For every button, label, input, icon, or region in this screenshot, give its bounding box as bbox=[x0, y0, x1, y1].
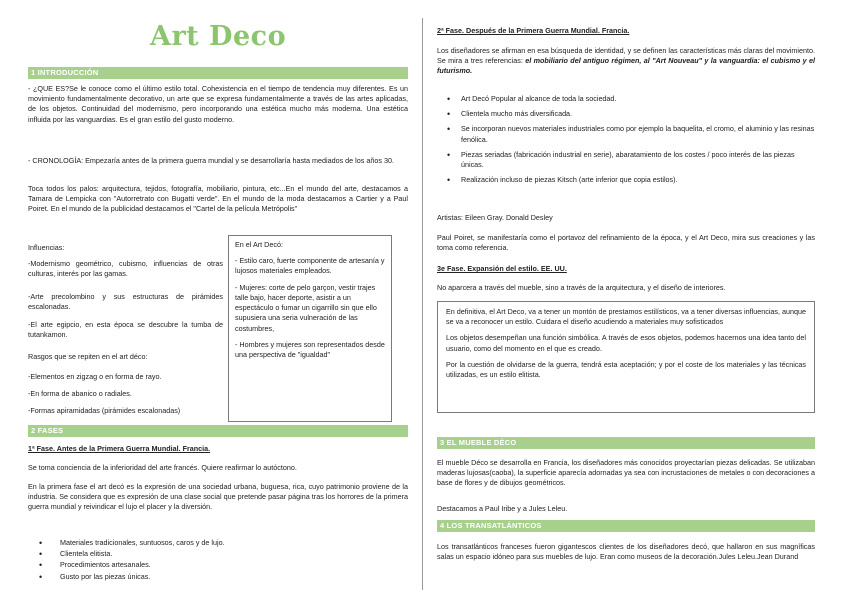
palos-paragraph: Toca todos los palos: arquitectura, tejidos, fotografía, mobiliario, pintura, etc...En el mundo del arte, destacamos a Tamara de Lempicka con "Autorretrato con Bugatti verde". En el mundo de la moda destacamos a Cartier y a Paul Poiret. En el mundo de la publicidad destacamos el "Cartel de la película Metrópolis" bbox=[28, 184, 408, 214]
box-item: - Mujeres: corte de pelo garçon, vestir trajes talle bajo, hacer deporte, asistir a un espectáculo o fumar un cigarrillo sin que ello supusiera una seria vulneración de las costumbres, bbox=[235, 282, 377, 333]
artistas-line: Artistas: Eileen Gray. Donald Desley bbox=[437, 213, 553, 222]
cronologia-paragraph: - CRONOLOGÍA: Empezaría antes de la primera guerra mundial y se desarrollaría hasta mediados de los años 30. bbox=[28, 156, 394, 165]
fase3-paragraph: No aparcera a través del mueble, sino a través de la arquitectura, y el diseño de interiores. bbox=[437, 283, 726, 292]
list-item: • Clientela elitista. bbox=[28, 549, 408, 559]
section-heading-introduccion: 1 INTRODUCCIÓN bbox=[28, 67, 408, 79]
fase1-paragraph: Se toma conciencia de la inferioridad del arte francés. Quiere reafirmar lo autóctono. bbox=[28, 463, 297, 472]
fase2-title: 2ª Fase. Después de la Primera Guerra Mundial. Francia. bbox=[437, 26, 630, 35]
summary-box bbox=[437, 301, 815, 413]
page-title: Art Deco bbox=[150, 21, 287, 52]
box-paragraph: Los objetos desempeñan una función simbólica. A través de esos objetos, podemos hacernos una idea tanto del usuario, como del momento en el que es creado. bbox=[446, 333, 806, 353]
list-item: • Realización incluso de piezas Kitsch (arte inferior que copia estilos). bbox=[437, 175, 815, 185]
box-paragraph: En definitiva, el Art Deco, va a tener un montón de prestamos estilísticos, va a tener diversas influencias, aunque se va a reconocer un estilo. Cuidara el diseño acudiendo a materiales muy sofisticados bbox=[446, 307, 806, 327]
influencia-item: -Modernismo geométrico, cubismo, influencias de otras culturas, interés por las gamas. bbox=[28, 259, 223, 279]
list-item: • Art Decó Popular al alcance de toda la sociedad. bbox=[437, 94, 815, 104]
fase2-references: el mobiliario del antiguo régimen, al "Art Nouveau" y la vanguardia: el cubismo y el futurismo. bbox=[437, 56, 815, 76]
mueble-paragraph: El mueble Déco se desarrolla en Francia, los diseñadores más conocidos proyectarían piezas delicadas. Se utilizaban maderas lujosas(caoba), la superficie aparecía adornadas ya sea con incrustaciones de metales o con decoraciones a base de flores y de dibujos geométricos. bbox=[437, 458, 815, 488]
list-item: • Piezas seriadas (fabricación industrial en serie), abaratamiento de los costes / poco interés de las piezas únicas. bbox=[437, 150, 815, 170]
rasgo-item: -Elementos en zigzag o en forma de rayo. bbox=[28, 372, 162, 381]
box-title: En el Art Decó: bbox=[235, 240, 283, 249]
section-heading-transatlanticos: 4 LOS TRANSATLÁNTICOS bbox=[437, 520, 815, 532]
list-item: • Gusto por las piezas únicas. bbox=[28, 572, 408, 582]
section-heading-fases: 2 FASES bbox=[28, 425, 408, 437]
fase1-list bbox=[28, 538, 408, 583]
fase1-title: 1ª Fase. Antes de la Primera Guerra Mundial. Francia. bbox=[28, 444, 211, 453]
mueble-paragraph: Destacamos a Paul Iribe y a Jules Leleu. bbox=[437, 504, 568, 513]
list-item: • Materiales tradicionales, suntuosos, caros y de lujo. bbox=[28, 538, 408, 548]
list-item: • Se incorporan nuevos materiales industriales como por ejemplo la baquelita, el cromo, el aluminio y las resinas fenólica. bbox=[437, 124, 815, 144]
column-divider bbox=[422, 18, 423, 590]
rasgo-item: -En forma de abanico o radiales. bbox=[28, 389, 132, 398]
fase2-text: Los diseñadores se afirman en esa búsqueda de identidad, y se definen las características más claras del movimiento. Se mira a tres referencias: bbox=[437, 46, 815, 66]
fase2-list bbox=[437, 94, 815, 191]
list-item: • Clientela mucho más diversificada. bbox=[437, 109, 815, 119]
rasgo-item: -Formas apiramidadas (pirámides escalonadas) bbox=[28, 406, 181, 415]
box-item: - Hombres y mujeres son representados desde una perspectiva de "igualdad" bbox=[235, 339, 385, 359]
list-item: • Procedimientos artesanales. bbox=[28, 560, 408, 570]
fase3-title: 3e Fase. Expansión del estilo. EE. UU. bbox=[437, 264, 567, 273]
fase2-paragraph bbox=[437, 46, 815, 77]
section-heading-mueble-deco: 3 EL MUEBLE DÉCO bbox=[437, 437, 815, 449]
influencias-heading: Influencias: bbox=[28, 243, 65, 252]
influencia-item: -Arte precolombino y sus estructuras de pirámides escalonadas. bbox=[28, 292, 223, 312]
rasgos-heading: Rasgos que se repiten en el art déco: bbox=[28, 352, 148, 361]
poiret-paragraph: Paul Poiret, se manifestaría como el portavoz del refinamiento de la época, y el Art Deco, mira sus creaciones y las toma como referencia. bbox=[437, 233, 815, 253]
box-item: - Estilo caro, fuerte componente de artesanía y lujosos materiales empleados. bbox=[235, 256, 385, 276]
box-paragraph: Por la cuestión de olvidarse de la guerra, tendrá esta aceptación; y por el coste de los materiales y las técnicas utilizadas, es un estilo elitista. bbox=[446, 359, 806, 380]
intro-paragraph: - ¿QUE ES?Se le conoce como el último estilo total. Cohexistencia en el tiempo de tendencia muy diferentes. Es un movimiento fundamentalmente decorativo, un arte que se expresa fundamentalmente a través de las artes aplicadas, de los objetos. Continuidad del modernismo, pero incorporando una estética mucho más moderna. Una estética influida por las vanguardias. Es el gran estilo del gusto moderno. bbox=[28, 84, 408, 124]
influencia-item: -El arte egipcio, en esta época se descubre la tumba de tutankamon. bbox=[28, 320, 223, 340]
art-deco-features-box bbox=[228, 235, 392, 422]
fase1-paragraph: En la primera fase el art decó es la expresión de una sociedad urbana, buguesa, rica, cuyo patrimonio proviene de la industria. Se considera que es expresión de una clase social que pretende pasar página tras los horrores de la primera guerra mundial y reivindicar el lujo el placer y la diversión. bbox=[28, 482, 408, 512]
transatlanticos-paragraph: Los transatlánticos franceses fueron gigantescos clientes de los diseñadores decó, que hallaron en sus magníficas salas un espacio idóneo para sus muebles de lujo. Eran como museos de la decoración.Jules Leleu.Jean Durand bbox=[437, 542, 815, 562]
